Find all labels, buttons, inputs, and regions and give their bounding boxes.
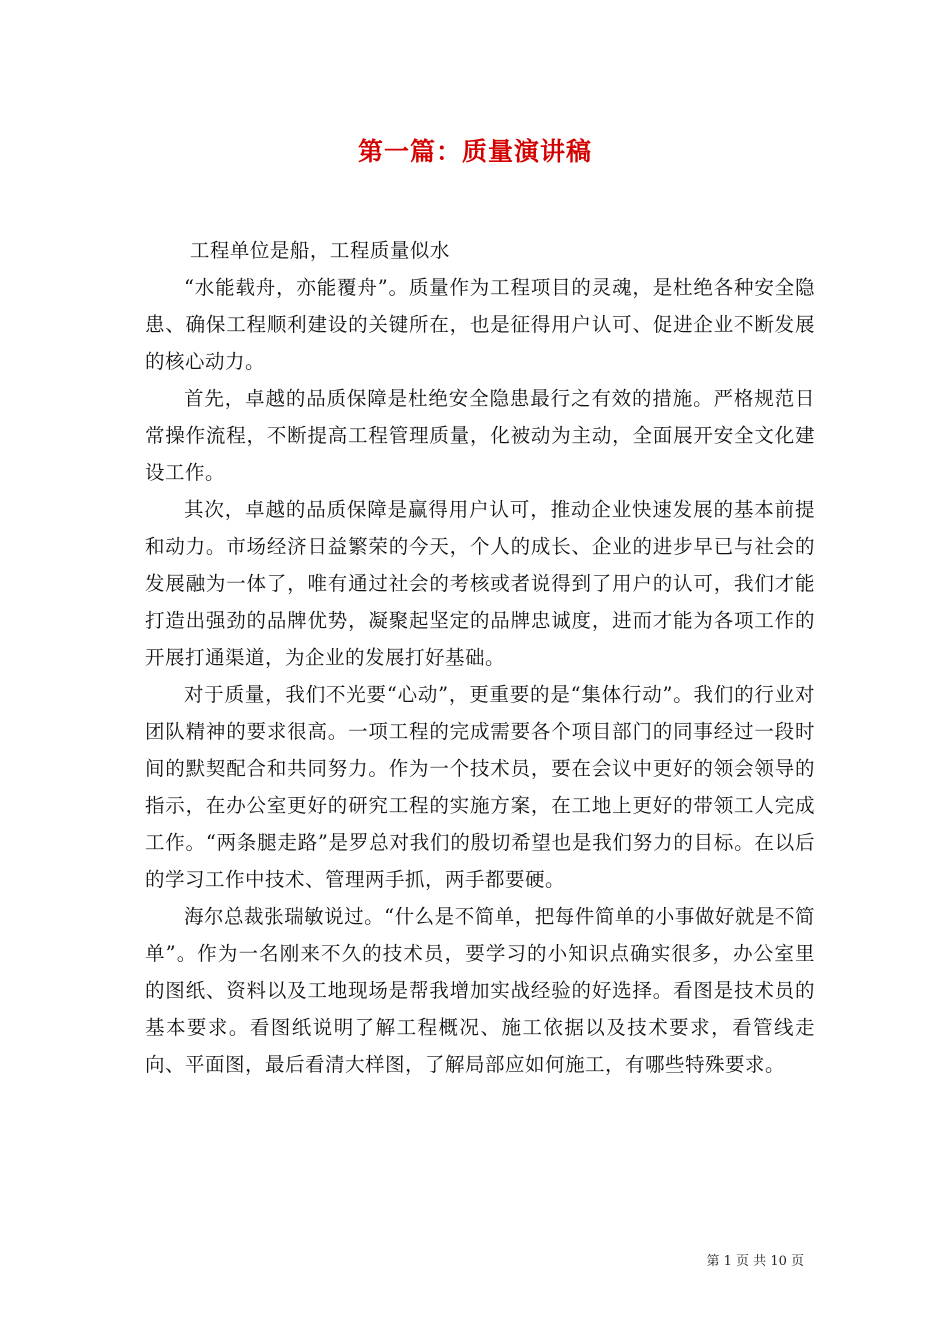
paragraph-first-point: 首先，卓越的品质保障是杜绝安全隐患最行之有效的措施。严格规范日常操作流程，不断提高工程管理质量，化被动为主动，全面展开安全文化建设工作。 xyxy=(145,387,815,484)
page-number-footer: 第 1 页 共 10 页 xyxy=(706,1254,804,1269)
paragraph-second-point: 其次，卓越的品质保障是赢得用户认可，推动企业快速发展的基本前提和动力。市场经济日益繁荣的今天，个人的成长、企业的进步早已与社会的发展融为一体了，唯有通过社会的考核或者说得到了用户的认可，我们才能打造出强劲的品牌优势，凝聚起坚定的品牌忠诚度，进而才能为各项工作的开展打通渠道，为企业的发展打好基础。 xyxy=(145,498,815,669)
paragraph-haier-quote: 海尔总裁张瑞敏说过。“什么是不简单，把每件简单的小事做好就是不简单”。作为一名刚来不久的技术员，要学习的小知识点确实很多，办公室里的图纸、资料以及工地现场是帮我增加实战经验的好选择。看图是技术员的基本要求。看图纸说明了解工程概况、施工依据以及技术要求，看管线走向、平面图，最后看清大样图，了解局部应如何施工，有哪些特殊要求。 xyxy=(145,905,815,1076)
paragraph-subtitle: 工程单位是船，工程质量似水 xyxy=(189,239,450,262)
paragraph-teamwork: 对于质量，我们不光要“心动”，更重要的是“集体行动”。我们的行业对团队精神的要求很高。一项工程的完成需要各个项目部门的同事经过一段时间的默契配合和共同努力。作为一个技术员，要在会议中更好的领会领导的指示，在办公室更好的研究工程的实施方案，在工地上更好的带领工人完成工作。“两条腿走路”是罗总对我们的殷切希望也是我们努力的目标。在以后的学习工作中技术、管理两手抓，两手都要硬。 xyxy=(145,683,815,891)
paragraph-intro: “水能载舟，亦能覆舟”。质量作为工程项目的灵魂，是杜绝各种安全隐患、确保工程顺利建设的关键所在，也是征得用户认可、促进企业不断发展的核心动力。 xyxy=(145,276,815,373)
page-title: 第一篇：质量演讲稿 xyxy=(357,137,592,166)
document-body xyxy=(145,232,815,1083)
